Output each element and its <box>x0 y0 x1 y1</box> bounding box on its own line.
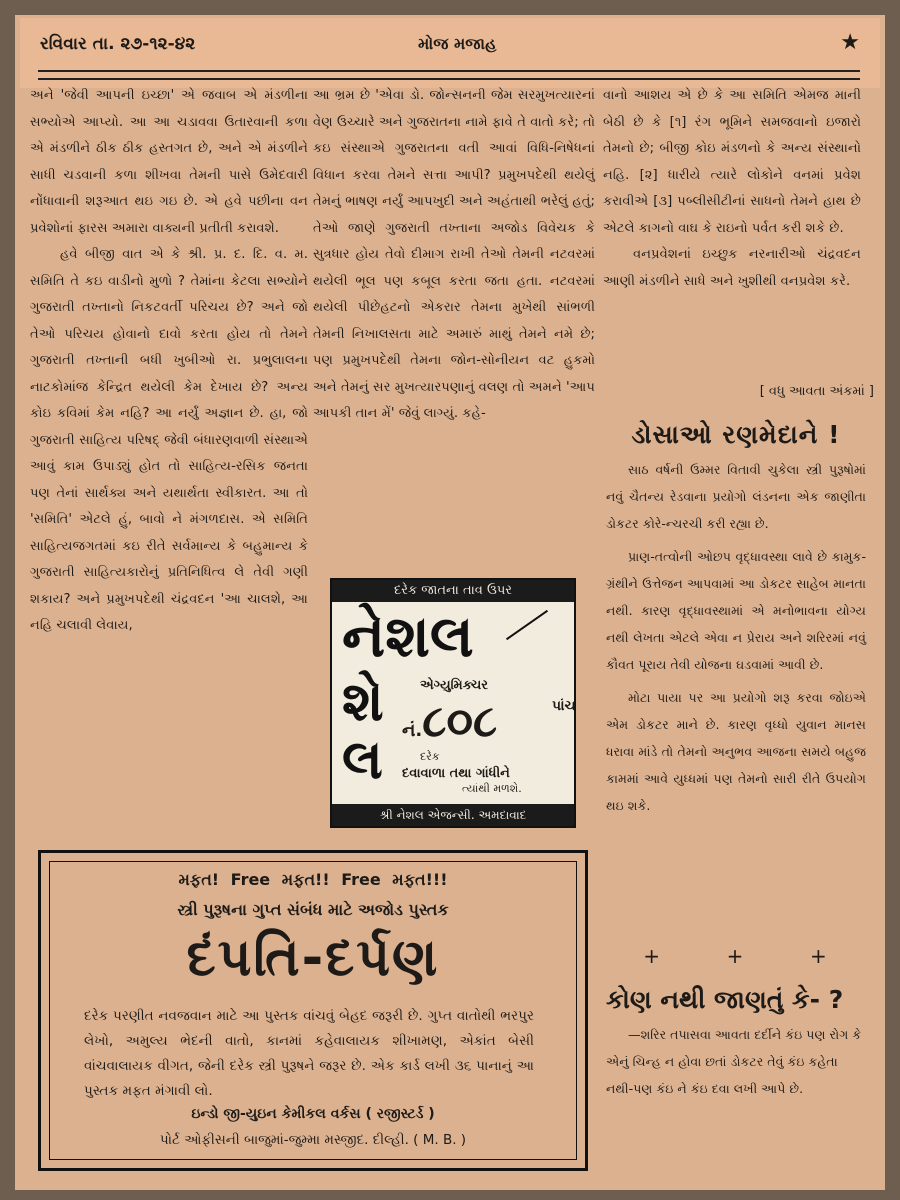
header-date: રવિવાર તા. ૨૭-૧૨-૪૨ <box>40 34 196 54</box>
article-elders-para-3: મોટા પાયા પર આ પ્રયોગો શરૂ કરવા જોઇએ એમ ડોકટર માને છે. કારણ વૃધ્ધો યુવાન માનસ ધરાવા માંડે તો તેમનો અનુભવ આજના સમયે બહુજ કામમાં આવે યુધ્ધમાં પણ તેમનો સારી રીતે ઉપયોગ થઇ શકે. <box>606 690 866 813</box>
article-elders-para-1: સાઠ વર્ષની ઉમ્મર વિતાવી ચુકેલા સ્ત્રી પુરૂષોમાં નવું ચૈતન્ય રેડવાના પ્રયોગો લંડનના એક જાણીતા ડોકટર કોરે-ન્ચરચી કરી રહ્યા છે. <box>606 462 866 531</box>
ad-no-label: નં. <box>402 720 423 741</box>
article-who-knows <box>606 985 868 1102</box>
ad-product-number <box>402 696 497 747</box>
ad-brand-line-2: શે <box>342 670 384 733</box>
ad-side-text: પાંચ <box>552 698 576 714</box>
separator-plus <box>610 944 860 968</box>
ad-number-value: ૮૦૮ <box>422 696 498 747</box>
article-elders-para-2: પ્રાણ-તત્વોની ઓછપ વૃદ્ધાવસ્થા લાવે છે કામુક-ગ્રંથીને ઉત્તેજન આપવામાં આ ડોકટર સાહેબ માનતા નથી. કારણ વૃદ્ધાવસ્થામાં એ મનોભાવના યોગ્ય નથી લેખતા એટલે એવા ન પ્રેરાય અને શરિરમાં નવું કૌવત પૂરાય તેવી યોજના ઘડવામાં આવી છે. <box>606 549 866 672</box>
book-ad-address: પોર્ટ ઓફીસની બાજુમાં-જુમ્મા મસ્જીદ. દીલ્હી. ( M. B. ) <box>159 1132 467 1148</box>
col2-para: આ ભ્રમ છે 'એવા ડો. જોન્સનની જેમ સરમુખત્યારનાં વેણ ઉચ્ચારે અને ગુજરાતના નામે ફાવે તે વાતો કરે; તો કઇ સંસ્થાએ ગુજરાતના વતી આવાં વિધિ-નિષેધનાં વિધાન કરવા તેમને સત્તા આપી? પ્રમુખપદેથી થયેલું તેમનું ભાષણ નર્યું આપખુદી અને અહંતાથી ભરેલું હતું; તેઓ જાણે ગુજરાતી તખ્તાના અજોડ વિવેચક કે સુત્રધાર હોય તેવો દીમાગ રાખી તેઓ તેમની નટવરમાં થયેલી ભૂલ પણ કબૂલ કરતા જતા હતા. નટવરમાં થયેલી પીછેહટનો એકરાર તેમના મુખેથી સાંભળી તેમની નિખાલસતા માટે અમારું માથું તેમને નમે છે; પણ પ્રમુખપદેથી તેમના જોન-સોનીયન વટ હુકમો અને તેમનું સર મુખત્યારપણાનું વલણ તો અમને 'આપ આપકી તાન મેં' જેવું લાગ્યું. કહે- <box>313 88 595 421</box>
book-ad-inner-border <box>49 861 577 1160</box>
book-ad-subtitle: સ્ત્રી પુરૂષના ગુપ્ત સંબંધ માટે અજોડ પુસ્તક <box>177 900 449 919</box>
ad-brand-line-3: લ <box>342 728 383 791</box>
plus-mark: + <box>726 944 744 968</box>
fever-medicine-ad <box>330 578 576 828</box>
article-elders-title: ડોસાઓ રણમેદાને ! <box>631 420 841 449</box>
ad-text-3: ત્યાંથી મળશે. <box>462 782 522 795</box>
column-3 <box>603 83 861 295</box>
ad-product-name: એગ્યુમિક્ચર <box>420 678 489 693</box>
col1-para-1: અને 'જેવી આપની ઇચ્છા' એ જવાબ એ મંડળીના સભ્યોએ આપ્યો. આ આ ચડાવવા ઉતારવાની કળા એ મંડળીને ઠીક ઠીક હસ્તગત છે, અને એ મંડળીને સાધી ચડવાની કળા શીખવા તેમની પાસે ઉમેદવારી નોંધાવાની શરૂઆત થઇ ગઇ છે. એ હવે પછીના વન પ્રવેશોનાં ફારસ અમારા વાક્યની પ્રતીતી કરાવશે. <box>30 88 308 236</box>
ad-brand-line-1: નેશલ <box>342 602 474 670</box>
book-ad-title: દંપતિ-દર્પણ <box>186 928 440 988</box>
book-ad-company: ઇન્ડો જી-યુઇન કેમીકલ વર્કસ ( રજીસ્ટર્ડ ) <box>191 1106 435 1122</box>
ad-stroke <box>506 610 548 640</box>
book-ad-free-line: મફત! Free મફત!! Free મફત!!! <box>178 870 448 889</box>
col3-para-2: વનપ્રવેશનાં ઇચ્છુક નરનારીઓ ચંદ્રવદન આણી મંડળીને સાધે અને ખુશીથી વનપ્રવેશ કરે. <box>603 247 861 289</box>
continued-note: [ વધુ આવતા અંકમાં ] <box>759 384 874 399</box>
article-who-knows-title: કોણ નથી જાણતું કે- ? <box>606 985 844 1014</box>
ad-text-1: દરેક <box>420 750 440 763</box>
col3-para-1: વાનો આશય એ છે કે આ સમિતિ એમજ માની બેઠી છે કે [૧] રંગ ભૂમિને સમજવાનો ઇજારો તેમનો છે; બીજી કોઇ મંડળનો કે અન્ય સંસ્થાનો નહિ. [૨] ધારીયે ત્યારે લોકોને વનમાં પ્રવેશ કરાવીએ [૩] પબ્લીસીટીનાં સાધનો તેમને હાથ છે એટલે કાગનો વાઘ કે રાઇનો પર્વત કરી શકે છે. <box>603 88 861 236</box>
header-title: મોજ મજાહ <box>418 34 497 53</box>
article-elders <box>606 420 866 825</box>
ad-top-band: દરેક જાતના તાવ ઉપર <box>332 580 574 602</box>
book-ad-body: દરેક પરણીત નવજવાન માટે આ પુસ્તક વાંચવું બેહદ જરૂરી છે. ગુપ્ત વાતોથી ભરપુર લેખો, અમુલ્ય ભેદની વાતો, કાનમાં કહેવાલાયક શીખામણ, એકાંત બેસી વાંચવાલાયક વીગત, જેની દરેક સ્ત્રી પુરૂષને જરૂર છે. એક કાર્ડ લખી ૩૬ પાનાનું આ પુસ્તક મફત મંગાવી લો. <box>84 1008 534 1099</box>
ad-text-2: દવાવાળા તથા ગાંધીને <box>402 766 510 781</box>
col1-para-2: હવે બીજી વાત એ કે શ્રી. પ્ર. દ. દિ. વ. મ. સમિતિ તે કઇ વાડીનો મુળો ? તેમાંના કેટલા સભ્યોને ગુજરાતી તખ્તાનો નિકટવર્તી પરિચય છે? અને જો તેઓ પરિચય હોવાનો દાવો કરતા હોય તો તેમને ગુજરાતી તખ્તાની બધી ખુબીઓ રા. પ્રભુલાલના નાટકોમાંજ કેન્દ્રિત થયેલી કેમ દેખાય છે? અન્ય કોઇ કવિમાં કેમ નહિ? આ નર્યું અજ્ઞાન છે. હા, જો ગુજરાતી સાહિત્ય પરિષદ્ જેવી બંધારણવાળી સંસ્થાએ આવું કામ ઉપાડ્યું હોત તો સાહિત્ય-રસિક જનતા પણ તેનાં સાર્થક્ય અને યથાર્થતા સ્વીકારત. આ તો 'સમિતિ' એટલે હું, બાવો ને મંગળદાસ. એ સમિતિ સાહિત્યજગતમાં કઇ રીતે સર્વમાન્ય કે બહુમાન્ય કે ગુજરાતી સાહિત્યકારોનું પ્રતિનિધિત્વ લે તેવી ગણી શકાય? અને પ્રમુખપદેથી ચંદ્રવદન 'આ ચાલશે, આ નહિ ચલાવી લેવાય, <box>30 247 308 633</box>
plus-mark: + <box>809 944 827 968</box>
star-icon: ★ <box>840 30 860 55</box>
column-1 <box>30 83 308 843</box>
header-rule <box>38 70 860 80</box>
page-header <box>40 30 860 70</box>
ad-agency-band: શ્રી નેશલ એજન્સી. અમદાવાદ <box>332 804 574 826</box>
book-ad <box>38 850 588 1171</box>
article-who-knows-text: —શરિર તપાસવા આવતા દર્દીને કંઇ પણ રોગ કે એનું ચિન્હ ન હોવા છતાં ડોકટર તેવું કંઇ કહેતા નથી-પણ કંઇ ને કંઇ દવા લખી આપે છે. <box>606 1027 862 1096</box>
column-2 <box>313 83 595 563</box>
plus-mark: + <box>643 944 661 968</box>
